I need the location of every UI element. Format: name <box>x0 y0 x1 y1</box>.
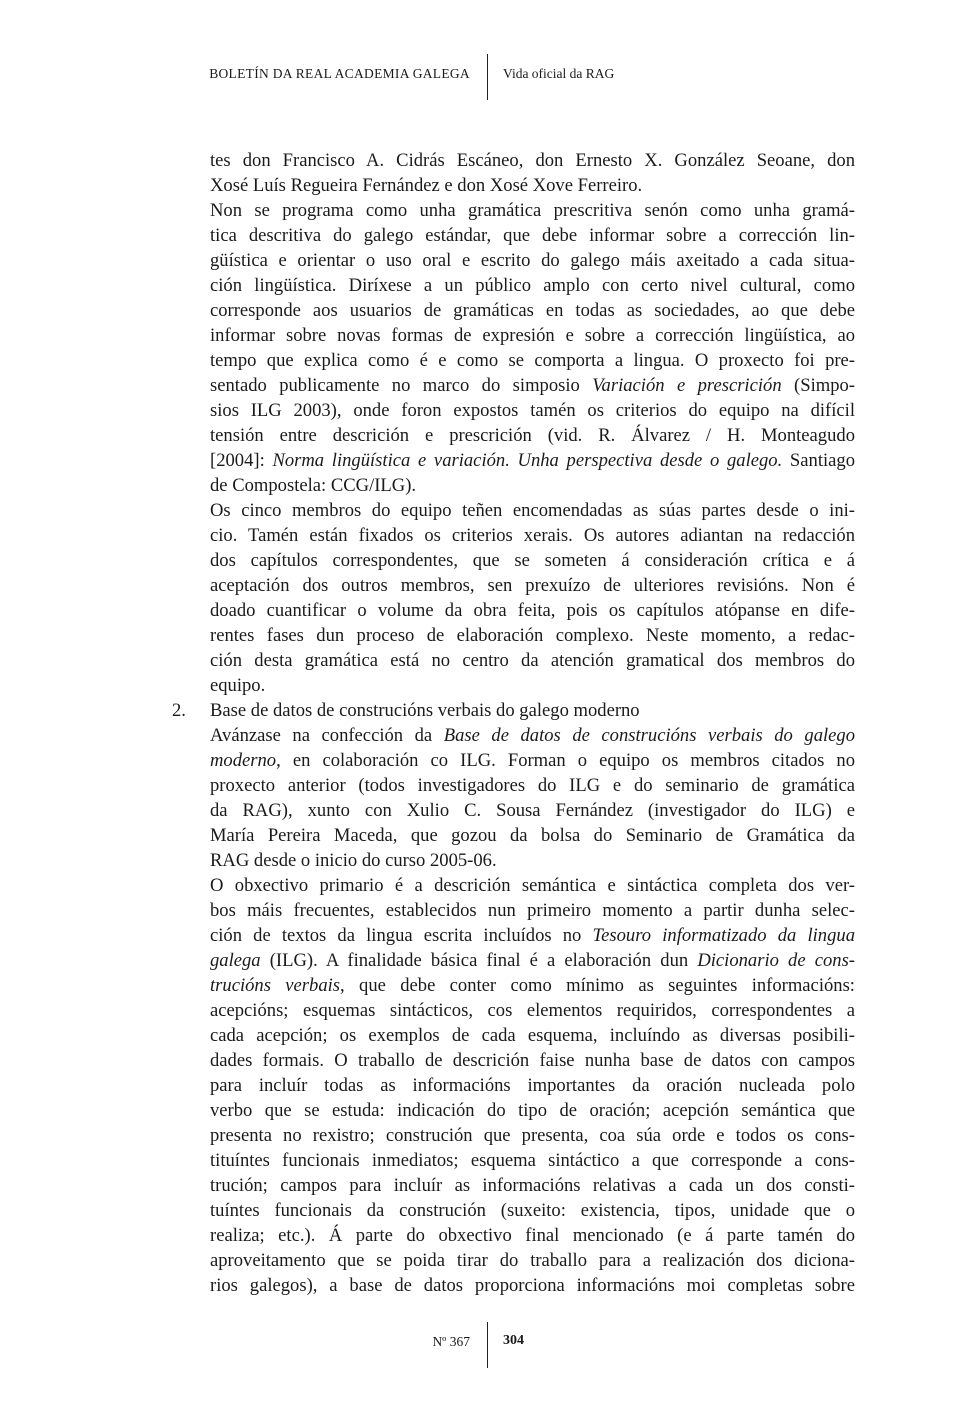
text-line <box>210 723 855 748</box>
corpus-title: galega <box>210 950 261 971</box>
text-line: RAG desde o inicio do curso 2005-06. <box>210 850 497 871</box>
text-line: verbo que se estuda: indicación do tipo de oración; acepción semántica que <box>210 1100 855 1121</box>
text-line: aceptación dos outros membros, sen prexuízo de ulteriores revisións. Non é <box>210 575 855 596</box>
text-line <box>210 448 855 473</box>
dictionary-title: Dicionario de cons- <box>697 950 856 971</box>
footer-divider <box>487 1322 488 1368</box>
text-line: tes don Francisco A. Cidrás Escáneo, don Ernesto X. González Seoane, don <box>210 150 855 171</box>
symposium-title: Variación e prescrición <box>592 375 782 396</box>
journal-title: BOLETÍN DA REAL ACADEMIA GALEGA <box>209 66 470 81</box>
cited-work-title: Norma lingüística e variación. Unha perspectiva desde o galego. <box>272 450 783 471</box>
text-line: corresponde aos usuarios de gramáticas en todas as sociedades, ao que debe <box>210 300 855 321</box>
text-run: (Simpo- <box>781 375 855 396</box>
header-divider <box>487 54 488 100</box>
text-line: de Compostela: CCG/ILG). <box>210 475 417 496</box>
text-run: , que debe conter como mínimo as seguintes informacións: <box>340 975 855 996</box>
text-line: güística e orientar o uso oral e escrito do galego máis axeitado a cada situa- <box>210 250 855 271</box>
text-line <box>210 923 855 948</box>
text-line: para incluír todas as informacións importantes da oración nucleada polo <box>210 1075 855 1096</box>
corpus-title: Tesouro informatizado da lingua <box>592 925 855 946</box>
text-run: Santiago <box>782 450 855 471</box>
text-line <box>210 748 855 773</box>
text-line: tituíntes funcionais inmediatos; esquema sintáctico a que corresponde a cons- <box>210 1150 855 1171</box>
text-line: realiza; etc.). Á parte do obxectivo final mencionado (e á parte tamén do <box>210 1225 855 1246</box>
text-line: ción desta gramática está no centro da atención gramatical dos membros do <box>210 650 855 671</box>
text-line: rios galegos), a base de datos proporciona informacións moi completas sobre <box>210 1275 855 1296</box>
text-line: aproveitamento que se poida tirar do traballo para a realización dos diciona- <box>210 1250 855 1271</box>
text-line: bos máis frecuentes, establecidos nun primeiro momento a partir dunha selec- <box>210 900 855 921</box>
text-line: equipo. <box>210 675 266 696</box>
text-line: da RAG), xunto con Xulio C. Sousa Fernández (investigador do ILG) e <box>210 800 855 821</box>
text-run: [2004]: <box>210 450 273 471</box>
text-line: informar sobre novas formas de expresión e sobre a corrección lingüística, ao <box>210 325 855 346</box>
text-line: tuíntes funcionais da construción (suxeito: existencia, tipos, unidade que o <box>210 1200 855 1221</box>
text-run: sentado publicamente no marco do simposio <box>210 375 593 396</box>
text-line: doado cuantificar o volume da obra feita, pois os capítulos atópanse en dife- <box>210 600 855 621</box>
text-line: dos capítulos correspondentes, que se someten á consideración crítica e á <box>210 550 855 571</box>
text-line: acepcións; esquemas sintácticos, cos elementos requiridos, correspondentes a <box>210 1000 855 1021</box>
text-line: tensión entre descrición e prescrición (vid. R. Álvarez / H. Monteagudo <box>210 425 855 446</box>
text-run: ción de textos da lingua escrita incluídos no <box>210 925 593 946</box>
text-line: Xosé Luís Regueira Fernández e don Xosé Xove Ferreiro. <box>210 175 643 196</box>
text-line <box>210 373 855 398</box>
text-run: Avánzase na confección da <box>210 725 444 746</box>
article-body <box>172 148 856 1298</box>
list-item-heading <box>172 698 855 723</box>
text-line: María Pereira Maceda, que gozou da bolsa do Seminario de Gramática da <box>210 825 855 846</box>
text-line: tica descritiva do galego estándar, que debe informar sobre a corrección lin- <box>210 225 855 246</box>
text-line: proxecto anterior (todos investigadores do ILG e do seminario de gramática <box>210 775 855 796</box>
dictionary-title: trucións verbais <box>210 975 341 996</box>
text-line: Non se programa como unha gramática prescritiva senón como unha gramá- <box>210 200 855 221</box>
text-line: Os cinco membros do equipo teñen encomendadas as súas partes desde o ini- <box>210 500 855 521</box>
text-line: cada acepción; os exemplos de cada esquema, incluíndo as diversas posibili- <box>210 1025 855 1046</box>
text-line: sios ILG 2003), onde foron expostos tamén os criterios do equipo na difícil <box>210 400 855 421</box>
text-line: O obxectivo primario é a descrición semántica e sintáctica completa dos ver- <box>210 875 855 896</box>
text-line: dades formais. O traballo de descrición faise nunha base de datos con campos <box>210 1050 855 1071</box>
text-line: trución; campos para incluír as informacións relativas a cada un dos consti- <box>210 1175 855 1196</box>
text-line <box>210 948 855 973</box>
text-line: ción lingüística. Diríxese a un público amplo con certo nivel cultural, como <box>210 275 855 296</box>
database-title: Base de datos de construcións verbais do galego <box>443 725 856 746</box>
text-run: (ILG). A finalidade básica final é a elaboración dun <box>260 950 698 971</box>
text-line: tempo que explica como é e como se comporta a lingua. O proxecto foi pre- <box>210 350 855 371</box>
text-line: cio. Tamén están fixados os criterios xerais. Os autores adiantan na redacción <box>210 525 855 546</box>
page-number: 304 <box>503 1333 524 1348</box>
running-header <box>0 54 975 100</box>
list-number: 2. <box>172 700 186 721</box>
text-line <box>210 973 855 998</box>
database-title: moderno <box>210 750 277 771</box>
section-title: Vida oficial da RAG <box>503 66 615 81</box>
text-line: rentes fases dun proceso de elaboración complexo. Neste momento, a redac- <box>210 625 855 646</box>
running-footer <box>0 1322 975 1368</box>
text-run: , en colaboración co ILG. Forman o equipo os membros citados no <box>276 750 855 771</box>
text-line: presenta no rexistro; construción que presenta, coa súa orde e todos os cons- <box>210 1125 855 1146</box>
issue-number: Nº 367 <box>432 1334 470 1349</box>
item-heading-text: Base de datos de construcións verbais do galego moderno <box>210 700 640 721</box>
